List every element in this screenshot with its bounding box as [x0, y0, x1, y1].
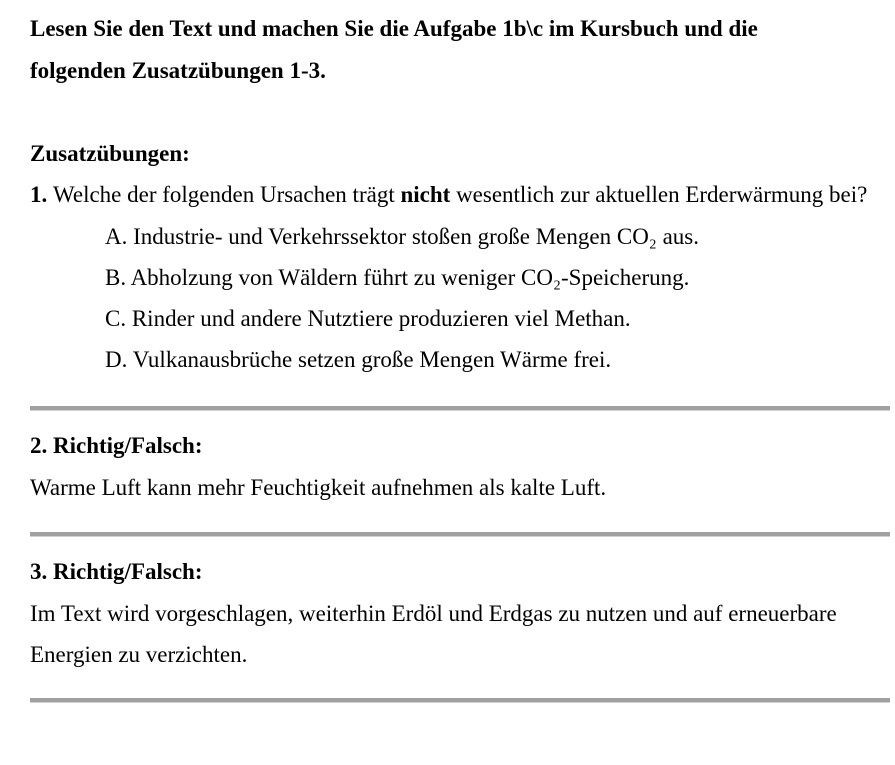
- option-b: B. Abholzung von Wäldern führt zu weniger CO₂-Speicherung.: [105, 265, 690, 290]
- section-divider-2: [30, 532, 890, 537]
- instruction-paragraph: [30, 8, 890, 92]
- question-2-heading: 2. Richtig/Falsch:: [30, 433, 203, 458]
- option-d: D. Vulkanausbrüche setzen große Mengen Wärme frei.: [105, 347, 612, 372]
- zusatzuebungen-heading: Zusatzübungen:: [30, 141, 190, 166]
- section-divider-1: [30, 406, 890, 411]
- section-divider-3: [30, 698, 890, 703]
- instruction-line-1: Lesen Sie den Text und machen Sie die Aufgabe 1b\c im Kursbuch und die: [30, 16, 758, 41]
- question-2-statement: Warme Luft kann mehr Feuchtigkeit aufnehmen als kalte Luft.: [30, 475, 607, 500]
- question-1-prompt: 1. Welche der folgenden Ursachen trägt nicht wesentlich zur aktuellen Erderwärmung bei?: [30, 182, 868, 207]
- option-c: C. Rinder und andere Nutztiere produzieren viel Methan.: [105, 306, 631, 331]
- option-a: A. Industrie- und Verkehrssektor stoßen große Mengen CO₂ aus.: [105, 224, 699, 249]
- question-3-heading: 3. Richtig/Falsch:: [30, 559, 203, 584]
- question-3-statement: Im Text wird vorgeschlagen, weiterhin Erdöl und Erdgas zu nutzen und auf erneuerbare Energien zu verzichten.: [30, 601, 837, 667]
- instruction-line-2: folgenden Zusatzübungen 1-3.: [30, 58, 326, 83]
- question-1-options: [105, 216, 890, 380]
